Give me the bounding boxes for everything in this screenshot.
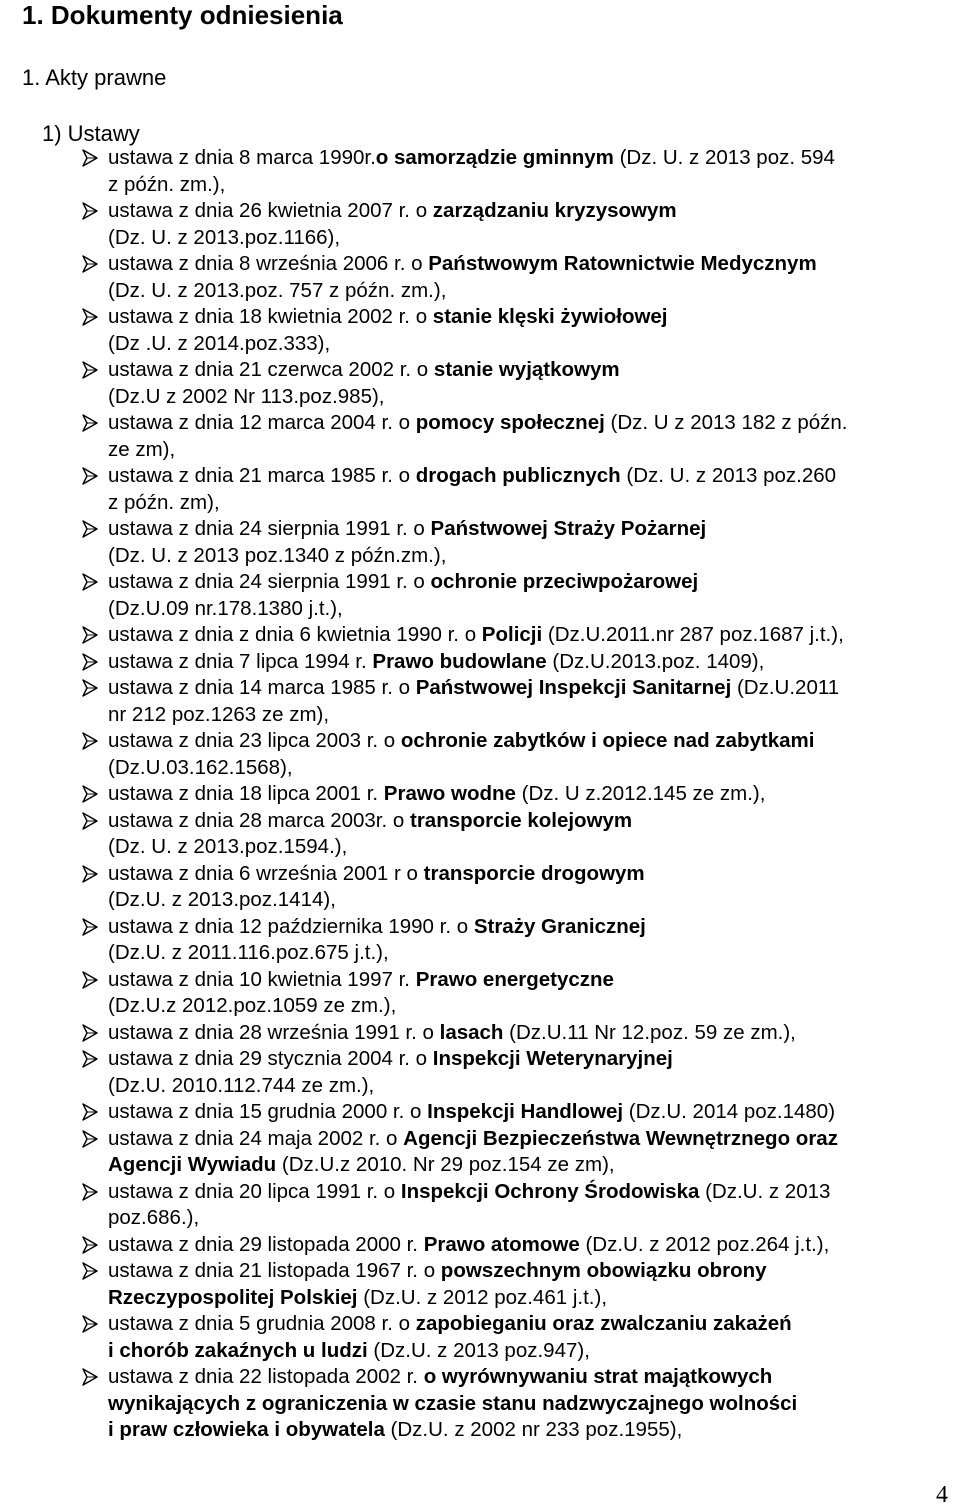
list-item-line — [0, 516, 960, 543]
act-text: ustawa z dnia 15 grudnia 2000 r. o — [108, 1100, 428, 1123]
act-text: (Dz .U. z 2014.poz.333), — [108, 331, 331, 355]
list-item — [0, 1020, 960, 1047]
list-item-text — [108, 1020, 796, 1047]
list-item-line — [0, 914, 960, 941]
arrow-bullet-icon — [80, 1102, 100, 1122]
list-item-text — [108, 1126, 838, 1153]
act-title: Inspekcji Handlowej — [427, 1100, 624, 1123]
act-text: (Dz. U. z 2013 poz.1340 z późn.zm.), — [108, 543, 447, 567]
act-title: transporcie drogowym — [423, 861, 645, 885]
list-item-line — [0, 145, 960, 172]
list-item-line — [0, 781, 960, 808]
list-item-line — [0, 967, 960, 994]
arrow-bullet-icon — [80, 970, 100, 990]
list-item-continuation — [108, 993, 396, 1020]
act-text: ustawa z dnia 7 lipca 1994 r. — [108, 649, 373, 673]
act-text: ustawa z dnia 24 sierpnia 1991 r. o — [108, 517, 431, 540]
list-item — [0, 357, 960, 410]
arrow-bullet-icon — [80, 148, 100, 168]
list-item-text — [108, 914, 646, 941]
act-text: (Dz.U. 2014 poz.1480) — [623, 1100, 836, 1123]
act-title: Prawo wodne — [383, 782, 516, 805]
arrow-bullet-icon — [80, 307, 100, 327]
list-item — [0, 808, 960, 861]
list-item-text — [108, 251, 817, 278]
act-title: Państwowej Inspekcji Sanitarnej — [415, 676, 732, 699]
arrow-bullet-icon — [80, 1049, 100, 1069]
act-text: (Dz.U. 2010.112.744 ze zm.), — [108, 1073, 375, 1097]
list-item-continuation — [108, 278, 446, 305]
list-item-text — [108, 357, 620, 384]
act-text: (Dz.U.z 2010. Nr 29 poz.154 ze zm), — [276, 1153, 615, 1176]
list-item-continuation — [108, 755, 293, 782]
act-text: ustawa z dnia 20 lipca 1991 r. o — [108, 1179, 401, 1203]
list-item-text — [108, 304, 668, 331]
list-item-line — [0, 1152, 960, 1179]
act-text: ustawa z dnia 12 marca 2004 r. o — [108, 411, 416, 434]
act-title: Inspekcji Ochrony Środowiska — [400, 1179, 700, 1203]
list-item-text — [108, 198, 677, 225]
act-title: powszechnym obowiązku obrony — [440, 1259, 767, 1282]
act-text: ustawa z dnia 24 maja 2002 r. o — [108, 1126, 404, 1150]
act-text: (Dz.U.09 nr.178.1380 j.t.), — [108, 596, 343, 620]
list-item-line — [0, 1285, 960, 1312]
list-item-line — [0, 490, 960, 517]
act-text: z późn. zm.), — [108, 172, 226, 196]
act-text: (Dz.U. z 2011.116.poz.675 j.t.), — [108, 941, 389, 964]
list-item — [0, 967, 960, 1020]
list-item-text — [108, 1232, 829, 1259]
list-item-line — [0, 1020, 960, 1047]
list-item-line — [0, 543, 960, 570]
list-item-line — [0, 437, 960, 464]
list-item-continuation — [108, 1205, 199, 1232]
act-title: o wyrównywaniu strat majątkowych — [423, 1365, 773, 1388]
list-item-line — [0, 1099, 960, 1126]
list-item — [0, 569, 960, 622]
act-text: (Dz.U.z 2012.poz.1059 ze zm.), — [108, 994, 397, 1017]
list-item — [0, 781, 960, 808]
list-item-line — [0, 569, 960, 596]
act-title: Państwowym Ratownictwie Medycznym — [428, 252, 817, 275]
list-item-text — [108, 728, 814, 755]
list-item — [0, 1179, 960, 1232]
list-item-continuation — [108, 543, 446, 570]
act-text: ustawa z dnia 29 listopada 2000 r. — [108, 1232, 424, 1256]
list-item-continuation — [108, 887, 336, 914]
list-item-line — [0, 728, 960, 755]
act-title: zarządzaniu kryzysowym — [432, 199, 677, 222]
act-text: (Dz.U. z 2002 nr 233 poz.1955), — [384, 1418, 683, 1441]
list-item-line — [0, 649, 960, 676]
act-text: (Dz.U.11 Nr 12.poz. 59 ze zm.), — [503, 1020, 796, 1044]
act-title: lasach — [439, 1020, 504, 1044]
arrow-bullet-icon — [80, 360, 100, 380]
list-item — [0, 251, 960, 304]
list-item-continuation — [108, 384, 385, 411]
act-title: Prawo budowlane — [372, 649, 547, 673]
list-item-line — [0, 251, 960, 278]
act-title: drogach publicznych — [415, 464, 621, 487]
list-item-line — [0, 1046, 960, 1073]
act-text: ustawa z dnia 5 grudnia 2008 r. o — [108, 1312, 416, 1335]
act-text: (Dz.U.2013.poz. 1409), — [546, 649, 765, 673]
list-item-continuation — [108, 490, 220, 517]
list-item — [0, 1126, 960, 1179]
act-text: ustawa z dnia z dnia 6 kwietnia 1990 r. o — [108, 623, 482, 646]
list-item — [0, 914, 960, 967]
act-text: ustawa z dnia 21 listopada 1967 r. o — [108, 1259, 441, 1282]
arrow-bullet-icon — [80, 678, 100, 698]
list-item — [0, 1046, 960, 1099]
act-text: ustawa z dnia 28 września 1991 r. o — [108, 1020, 440, 1044]
list-item-line — [0, 861, 960, 888]
list-item-continuation — [108, 437, 175, 464]
list-item-line — [0, 1073, 960, 1100]
act-text: ustawa z dnia 29 stycznia 2004 r. o — [108, 1047, 433, 1070]
list-item-continuation — [108, 702, 329, 729]
act-text: (Dz.U. z 2012 poz.264 j.t.), — [579, 1232, 830, 1256]
page-title: 1. Dokumenty odniesienia — [22, 0, 343, 30]
act-text: (Dz.U. z 2013 — [699, 1179, 831, 1203]
arrow-bullet-icon — [80, 413, 100, 433]
act-title: stanie klęski żywiołowej — [432, 305, 668, 328]
list-item-text — [108, 1364, 772, 1391]
arrow-bullet-icon — [80, 625, 100, 645]
act-text: ustawa z dnia 6 września 2001 r o — [108, 861, 424, 885]
act-text: (Dz.U. z 2013 poz.947), — [367, 1338, 590, 1362]
act-text: ustawa z dnia 12 października 1990 r. o — [108, 914, 474, 938]
list-item-text — [108, 1311, 792, 1338]
list-item-line — [0, 993, 960, 1020]
list-item-line — [0, 596, 960, 623]
list-item-line — [0, 357, 960, 384]
subsection-heading: 1) Ustawy — [42, 121, 140, 146]
list-item-text — [108, 1099, 835, 1126]
act-text: ustawa z dnia 18 kwietnia 2002 r. o — [108, 305, 433, 328]
list-item-text — [108, 410, 848, 437]
arrow-bullet-icon — [80, 254, 100, 274]
list-item-continuation — [108, 834, 347, 861]
arrow-bullet-icon — [80, 652, 100, 672]
list-item-text — [108, 1258, 767, 1285]
list-item-continuation — [108, 1391, 797, 1418]
act-text: (Dz. U z.2012.145 ze zm.), — [515, 782, 766, 805]
list-item-continuation — [108, 331, 330, 358]
list-item — [0, 516, 960, 569]
list-item-line — [0, 463, 960, 490]
list-item-line — [0, 675, 960, 702]
list-item — [0, 675, 960, 728]
arrow-bullet-icon — [80, 1023, 100, 1043]
list-item-text — [108, 861, 645, 888]
act-title: transporcie kolejowym — [410, 808, 633, 832]
list-item-text — [108, 1179, 830, 1206]
list-item-continuation — [108, 940, 389, 967]
list-item-text — [108, 463, 836, 490]
act-title: i praw człowieka i obywatela — [108, 1418, 385, 1441]
list-item-line — [0, 384, 960, 411]
act-title: Straży Granicznej — [473, 914, 646, 938]
list-item-continuation — [108, 1152, 615, 1179]
arrow-bullet-icon — [80, 731, 100, 751]
act-text: (Dz. U. z 2013.poz.1166), — [108, 225, 341, 249]
act-text: ustawa z dnia 21 marca 1985 r. o — [108, 464, 416, 487]
list-item — [0, 410, 960, 463]
list-item-line — [0, 1179, 960, 1206]
list-item — [0, 304, 960, 357]
list-item-text — [108, 675, 839, 702]
act-title: Państwowej Straży Pożarnej — [430, 517, 707, 540]
act-title: o samorządzie gminnym — [375, 146, 614, 169]
act-text: ustawa z dnia 14 marca 1985 r. o — [108, 676, 416, 699]
list-item-continuation — [108, 172, 225, 199]
list-item — [0, 1232, 960, 1259]
list-item-line — [0, 1364, 960, 1391]
list-item — [0, 1311, 960, 1364]
act-title: wynikających z ograniczenia w czasie stanu nadzwyczajnego wolności — [108, 1391, 798, 1415]
act-text: ustawa z dnia 24 sierpnia 1991 r. o — [108, 570, 431, 593]
list-item-text — [108, 622, 844, 649]
list-item-continuation — [108, 225, 340, 252]
act-text: ustawa z dnia 22 listopada 2002 r. — [108, 1365, 424, 1388]
act-text: poz.686.), — [108, 1206, 200, 1229]
arrow-bullet-icon — [80, 917, 100, 937]
act-text: ustawa z dnia 10 kwietnia 1997 r. — [108, 967, 416, 991]
act-title: i chorób zakaźnych u ludzi — [108, 1338, 368, 1362]
act-text: (Dz.U. z 2012 poz.461 j.t.), — [357, 1285, 608, 1309]
act-text: (Dz.U. z 2013.poz.1414), — [108, 888, 336, 911]
statute-list — [0, 145, 960, 1444]
act-text: ustawa z dnia 8 września 2006 r. o — [108, 252, 429, 275]
act-text: ustawa z dnia 18 lipca 2001 r. — [108, 782, 384, 805]
act-title: Agencji Bezpieczeństwa Wewnętrznego oraz — [403, 1126, 838, 1150]
list-item-text — [108, 145, 835, 172]
arrow-bullet-icon — [80, 1367, 100, 1387]
act-text: nr 212 poz.1263 ze zm), — [108, 702, 330, 726]
list-item-continuation — [108, 1285, 607, 1312]
list-item-line — [0, 1417, 960, 1444]
list-item-line — [0, 1205, 960, 1232]
list-item-text — [108, 808, 632, 835]
list-item-text — [108, 1046, 673, 1073]
act-text: (Dz.U.03.162.1568), — [108, 755, 293, 779]
list-item-line — [0, 1338, 960, 1365]
list-item-continuation — [108, 596, 343, 623]
list-item-line — [0, 1258, 960, 1285]
act-title: stanie wyjątkowym — [433, 358, 620, 381]
list-item-text — [108, 516, 706, 543]
list-item-text — [108, 781, 765, 808]
arrow-bullet-icon — [80, 811, 100, 831]
act-title: zapobieganiu oraz zwalczaniu zakażeń — [415, 1312, 792, 1335]
list-item-line — [0, 1232, 960, 1259]
list-item-line — [0, 225, 960, 252]
act-title: Rzeczypospolitej Polskiej — [108, 1285, 358, 1309]
act-text: (Dz. U. z 2013 poz. 594 — [613, 146, 835, 169]
list-item-text — [108, 649, 764, 676]
list-item — [0, 728, 960, 781]
act-title: ochronie przeciwpożarowej — [430, 570, 699, 593]
act-text: (Dz. U z 2013 182 z późn. — [604, 411, 848, 434]
act-text: (Dz. U. z 2013 poz.260 — [620, 464, 837, 487]
list-item-line — [0, 887, 960, 914]
list-item-continuation — [108, 1338, 590, 1365]
arrow-bullet-icon — [80, 1182, 100, 1202]
list-item-continuation — [108, 1073, 374, 1100]
list-item — [0, 1364, 960, 1444]
act-title: ochronie zabytków i opiece nad zabytkami — [400, 729, 815, 752]
act-text: (Dz.U z 2002 Nr 113.poz.985), — [108, 384, 385, 408]
act-text: ze zm), — [108, 437, 176, 461]
list-item — [0, 1099, 960, 1126]
act-title: Policji — [481, 623, 543, 646]
act-text: ustawa z dnia 26 kwietnia 2007 r. o — [108, 199, 433, 222]
list-item-line — [0, 304, 960, 331]
list-item-line — [0, 808, 960, 835]
arrow-bullet-icon — [80, 572, 100, 592]
act-title: Prawo atomowe — [423, 1232, 580, 1256]
act-text: ustawa z dnia 28 marca 2003r. o — [108, 808, 410, 832]
list-item-line — [0, 198, 960, 225]
list-item-line — [0, 940, 960, 967]
list-item-line — [0, 702, 960, 729]
act-text: ustawa z dnia 8 marca 1990r. — [108, 146, 376, 169]
arrow-bullet-icon — [80, 466, 100, 486]
act-text: (Dz. U. z 2013.poz.1594.), — [108, 835, 348, 858]
list-item-line — [0, 755, 960, 782]
act-title: pomocy społecznej — [415, 411, 605, 434]
list-item — [0, 463, 960, 516]
list-item-line — [0, 1126, 960, 1153]
list-item-line — [0, 172, 960, 199]
act-title: Inspekcji Weterynaryjnej — [432, 1047, 673, 1070]
list-item-line — [0, 1391, 960, 1418]
list-item-line — [0, 1311, 960, 1338]
list-item — [0, 198, 960, 251]
list-item — [0, 622, 960, 649]
act-title: Prawo energetyczne — [415, 967, 614, 991]
list-item — [0, 649, 960, 676]
act-text: ustawa z dnia 21 czerwca 2002 r. o — [108, 358, 434, 381]
list-item — [0, 861, 960, 914]
list-item — [0, 145, 960, 198]
arrow-bullet-icon — [80, 201, 100, 221]
act-text: (Dz. U. z 2013.poz. 757 z późn. zm.), — [108, 278, 447, 302]
section-heading: 1. Akty prawne — [22, 65, 167, 90]
list-item-line — [0, 331, 960, 358]
arrow-bullet-icon — [80, 1314, 100, 1334]
list-item — [0, 1258, 960, 1311]
arrow-bullet-icon — [80, 864, 100, 884]
arrow-bullet-icon — [80, 1129, 100, 1149]
arrow-bullet-icon — [80, 1261, 100, 1281]
act-text: ustawa z dnia 23 lipca 2003 r. o — [108, 729, 401, 752]
list-item-text — [108, 569, 698, 596]
list-item-line — [0, 278, 960, 305]
arrow-bullet-icon — [80, 1235, 100, 1255]
list-item-line — [0, 622, 960, 649]
act-text: z późn. zm), — [108, 490, 220, 514]
act-text: (Dz.U.2011.nr 287 poz.1687 j.t.), — [542, 623, 844, 646]
arrow-bullet-icon — [80, 519, 100, 539]
act-title: Agencji Wywiadu — [108, 1153, 277, 1176]
list-item-continuation — [108, 1417, 682, 1444]
arrow-bullet-icon — [80, 784, 100, 804]
list-item-text — [108, 967, 614, 994]
list-item-line — [0, 410, 960, 437]
act-text: (Dz.U.2011 — [731, 676, 840, 699]
page-number: 4 — [936, 1482, 948, 1508]
list-item-line — [0, 834, 960, 861]
